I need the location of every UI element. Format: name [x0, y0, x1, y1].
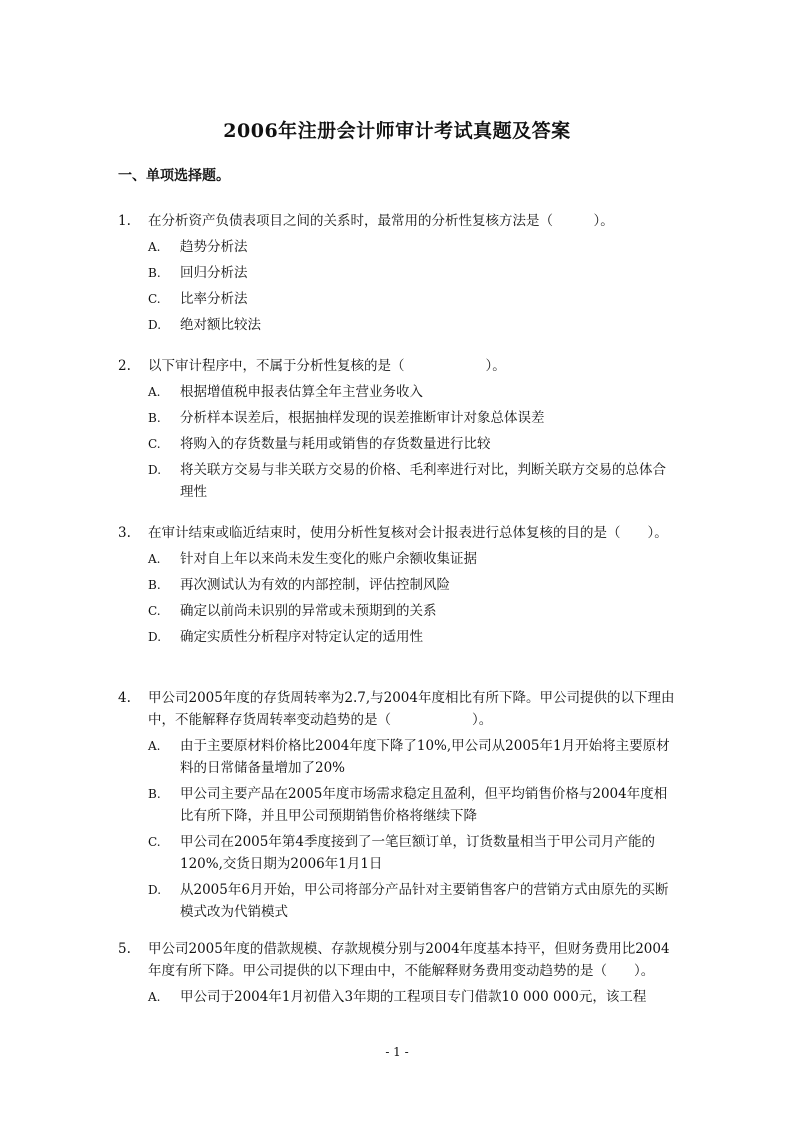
- option-d: [148, 314, 678, 336]
- option-text: 针对自上年以来尚未发生变化的账户余额收集证据: [180, 551, 477, 567]
- option-letter: D.: [148, 883, 162, 897]
- option-text: 甲公司于2004年1月初借入3年期的工程项目专门借款10 000 000元，该工程: [180, 989, 647, 1005]
- option-text: 将购入的存货数量与耗用或销售的存货数量进行比较: [180, 436, 491, 452]
- question-number: 2.: [118, 358, 131, 374]
- question-stem: 在分析资产负债表项目之间的关系时，最常用的分析性复核方法是（ ）。: [148, 213, 614, 229]
- option-c: [148, 600, 678, 622]
- option-text: 确定以前尚未识别的异常或未预期到的关系: [180, 603, 437, 619]
- option-text: 根据增值税申报表估算全年主营业务收入: [180, 384, 423, 400]
- option-text: 回归分析法: [180, 265, 248, 281]
- option-letter: B.: [148, 411, 161, 425]
- question-stem: 甲公司2005年度的借款规模、存款规模分别与2004年度基本持平，但财务费用比2004年度有所下降。甲公司提供的以下理由中，不能解释财务费用变动趋势的是（ ）。: [148, 941, 670, 979]
- question-3: [118, 522, 678, 652]
- option-b: [148, 783, 678, 827]
- option-c: [148, 831, 678, 875]
- question-number: 4.: [118, 690, 131, 706]
- question-5: [118, 938, 678, 1012]
- question-number: 5.: [118, 941, 131, 957]
- option-a: [148, 236, 678, 258]
- option-text: 将关联方交易与非关联方交易的价格、毛利率进行对比，判断关联方交易的总体合理性: [180, 462, 666, 500]
- option-a: [148, 735, 678, 779]
- option-text: 分析样本误差后，根据抽样发现的误差推断审计对象总体误差: [180, 410, 545, 426]
- page-number: - 1 -: [385, 1045, 409, 1059]
- option-a: [148, 381, 678, 403]
- option-d: [148, 626, 678, 648]
- option-letter: C.: [148, 437, 161, 451]
- option-text: 甲公司在2005年第4季度接到了一笔巨额订单，订货数量相当于甲公司月产能的120%,交货日期为2006年1月1日: [180, 834, 655, 872]
- option-text: 绝对额比较法: [180, 317, 261, 333]
- option-letter: D.: [148, 463, 162, 477]
- option-text: 由于主要原材料价格比2004年度下降了10%,甲公司从2005年1月开始将主要原材料的日常储备量增加了20%: [180, 738, 670, 776]
- question-4: [118, 687, 678, 927]
- option-text: 比率分析法: [180, 291, 248, 307]
- option-letter: B.: [148, 266, 161, 280]
- question-number: 3.: [118, 525, 131, 541]
- page-title: 2006年注册会计师审计考试真题及答案: [223, 120, 571, 142]
- question-stem: 甲公司2005年度的存货周转率为2.7,与2004年度相比有所下降。甲公司提供的以下理由中，不能解释存货周转率变动趋势的是（ ）。: [148, 690, 675, 728]
- question-number: 1.: [118, 213, 131, 229]
- option-letter: A.: [148, 385, 161, 399]
- option-letter: A.: [148, 990, 161, 1004]
- section-heading: 一、单项选择题。: [118, 168, 230, 184]
- option-text: 再次测试认为有效的内部控制，评估控制风险: [180, 577, 450, 593]
- option-a: [148, 986, 678, 1008]
- option-text: 甲公司主要产品在2005年度市场需求稳定且盈利，但平均销售价格与2004年度相比有所下降，并且甲公司预期销售价格将继续下降: [180, 786, 668, 824]
- option-letter: A.: [148, 739, 161, 753]
- question-stem: 以下审计程序中，不属于分析性复核的是（ ）。: [148, 358, 506, 374]
- option-text: 趋势分析法: [180, 239, 248, 255]
- option-b: [148, 574, 678, 596]
- option-letter: B.: [148, 578, 161, 592]
- option-letter: A.: [148, 552, 161, 566]
- option-d: [148, 459, 678, 503]
- option-letter: C.: [148, 604, 161, 618]
- question-1: [118, 210, 678, 340]
- option-a: [148, 548, 678, 570]
- option-b: [148, 407, 678, 429]
- option-text: 从2005年6月开始，甲公司将部分产品针对主要销售客户的营销方式由原先的买断模式改为代销模式: [180, 882, 669, 920]
- option-letter: D.: [148, 630, 162, 644]
- option-c: [148, 433, 678, 455]
- option-letter: C.: [148, 292, 161, 306]
- option-letter: C.: [148, 835, 161, 849]
- option-b: [148, 262, 678, 284]
- option-letter: B.: [148, 787, 161, 801]
- question-2: [118, 355, 678, 507]
- question-stem: 在审计结束或临近结束时，使用分析性复核对会计报表进行总体复核的目的是（ ）。: [148, 525, 668, 541]
- option-letter: D.: [148, 318, 162, 332]
- option-letter: A.: [148, 240, 161, 254]
- option-text: 确定实质性分析程序对特定认定的适用性: [180, 629, 423, 645]
- option-c: [148, 288, 678, 310]
- option-d: [148, 879, 678, 923]
